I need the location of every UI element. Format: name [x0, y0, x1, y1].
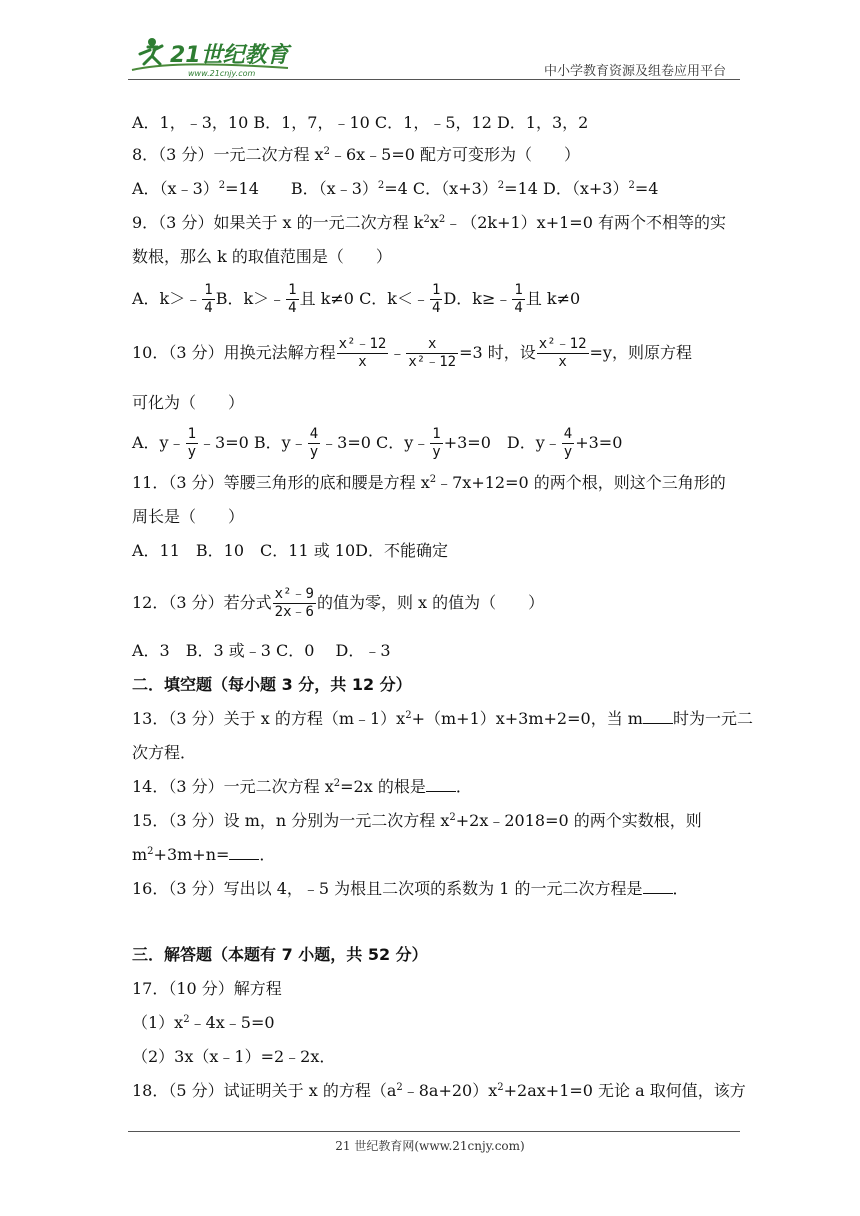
- fraction: $\frac{1}{4}$: [288, 282, 297, 316]
- q14-stem: 14．（3 分）一元二次方程 $x^2=2x$ 的根是 ．: [132, 777, 472, 796]
- q17-part2: （2）3x（x﹣1）=2﹣2x．: [132, 1047, 336, 1066]
- answer-blank: [229, 845, 259, 860]
- answer-blank: [426, 777, 456, 792]
- q13-stem: 13．（3 分）关于 x 的方程$(m﹣1)x^2+(m+1)x+3m+2=0$，当 m 时为一元二: [132, 709, 753, 728]
- fraction: $\frac{\text{x²﹣12}}{x}$: [338, 336, 387, 370]
- q10-stem: 10．（3 分）用换元法解方程 $\frac{\text{x²﹣12}}{x}$ ﹣ $\frac{x}{\text{x²﹣12}}$ =3 时，设 $\frac{\text{x²﹣12}}{x}$ =y，则原方程: [132, 336, 692, 370]
- q10-stem-line2: 可化为（ ）: [132, 393, 245, 412]
- answer-blank: [643, 879, 673, 894]
- logo-text: 21世纪教育: [170, 43, 289, 68]
- page-header: [128, 28, 740, 80]
- fraction: $\frac{4}{y}$: [309, 426, 319, 460]
- q18-stem: 18．（5 分）试证明关于 x 的方程$(a^2﹣8a+20)x^2+2ax+1=0$ 无论 a 取何值，该方: [132, 1081, 746, 1100]
- q15-stem: 15．（3 分）设 m，n 分别为一元二次方程 $x^2+2x﹣2018=0$ 的两个实数根，则: [132, 811, 702, 830]
- site-name: 中小学教育资源及组卷应用平台: [543, 64, 726, 79]
- q8-stem: 8．（3 分）一元二次方程 $x^2﹣6x﹣5=0$ 配方可变形为（ ）: [132, 145, 580, 164]
- fraction: $\frac{1}{4}$: [204, 282, 213, 316]
- q15-stem-line2: $m^2+3m+n=$ ．: [132, 845, 276, 864]
- q13-stem-line2: 次方程．: [132, 743, 197, 762]
- q9-stem-line1: 9．（3 分）如果关于 x 的一元二次方程 $k^2x^2﹣(2k+1)x+1=0$ 有两个不相等的实: [132, 213, 726, 232]
- fraction: $\frac{1}{4}$: [514, 282, 523, 316]
- fraction: $\frac{x}{\text{x²﹣12}}$: [408, 336, 457, 370]
- q17-stem: 17．（10 分）解方程: [132, 979, 282, 998]
- header-divider: [128, 79, 740, 80]
- q9-options: A．k＞﹣ $\frac{1}{4}$ B．k＞﹣ $\frac{1}{4}$ 且 k≠0 C．k＜﹣ $\frac{1}{4}$ D．k≥﹣ $\frac{1}{4}$ 且 k≠0: [132, 282, 581, 316]
- fraction: $\frac{1}{y}$: [187, 426, 197, 460]
- site-logo: [128, 34, 298, 78]
- q17-part1: $(1)x^2﹣4x﹣5=0$: [132, 1013, 275, 1032]
- q9-stem-line2: 数根，那么 k 的取值范围是（ ）: [132, 247, 392, 266]
- fraction: $\frac{\text{x²﹣9}}{2x﹣6}$: [274, 586, 314, 620]
- q8-options: A．（x﹣3）$^2$=14 B．（x﹣3）$^2$=4 C．$(x+3)^2=14$ D．$(x+3)^2=4$: [132, 179, 659, 198]
- q11-options: A．11 B．10 C．11 或 10D．不能确定: [132, 541, 448, 560]
- fraction: $\frac{1}{y}$: [432, 426, 441, 460]
- logo-subtext: www.21cnjy.com: [188, 69, 256, 78]
- page-footer: 21 世纪教育网(www.21cnjy.com): [335, 1139, 525, 1153]
- answer-blank: [643, 709, 673, 724]
- footer-divider: [128, 1131, 740, 1132]
- q7-options: A．1，﹣3，10 B．1，7，﹣10 C．1，﹣5，12 D．1，3，2: [132, 113, 589, 132]
- fraction: $\frac{1}{4}$: [432, 282, 441, 316]
- fraction: $\frac{4}{y}$: [563, 426, 573, 460]
- q16-stem: 16．（3 分）写出以 4，﹣5 为根且二次项的系数为 1 的一元二次方程是 ．: [132, 879, 689, 898]
- section-3-heading: 三．解答题（本题有 7 小题，共 52 分）: [132, 945, 428, 964]
- q12-stem: 12．（3 分）若分式 $\frac{\text{x²﹣9}}{2x﹣6}$ 的值为零，则 x 的值为（ ）: [132, 586, 545, 620]
- q12-options: A．3 B．3 或﹣3 C．0 D．﹣3: [132, 641, 391, 660]
- q10-options: A．y﹣ $\frac{1}{y}$ ﹣3=0 B．y﹣ $\frac{4}{y}$ ﹣3=0 C．y﹣ $\frac{1}{y}$ +3=0 D．y﹣ $\frac{4}{y}$ +3=0: [132, 426, 623, 460]
- q11-stem-line2: 周长是（ ）: [132, 507, 245, 526]
- q11-stem: 11．（3 分）等腰三角形的底和腰是方程 $x^2﹣7x+12=0$ 的两个根，则这个三角形的: [132, 473, 726, 492]
- section-2-heading: 二．填空题（每小题 3 分，共 12 分）: [132, 675, 412, 694]
- fraction: $\frac{\text{x²﹣12}}{x}$: [538, 336, 587, 370]
